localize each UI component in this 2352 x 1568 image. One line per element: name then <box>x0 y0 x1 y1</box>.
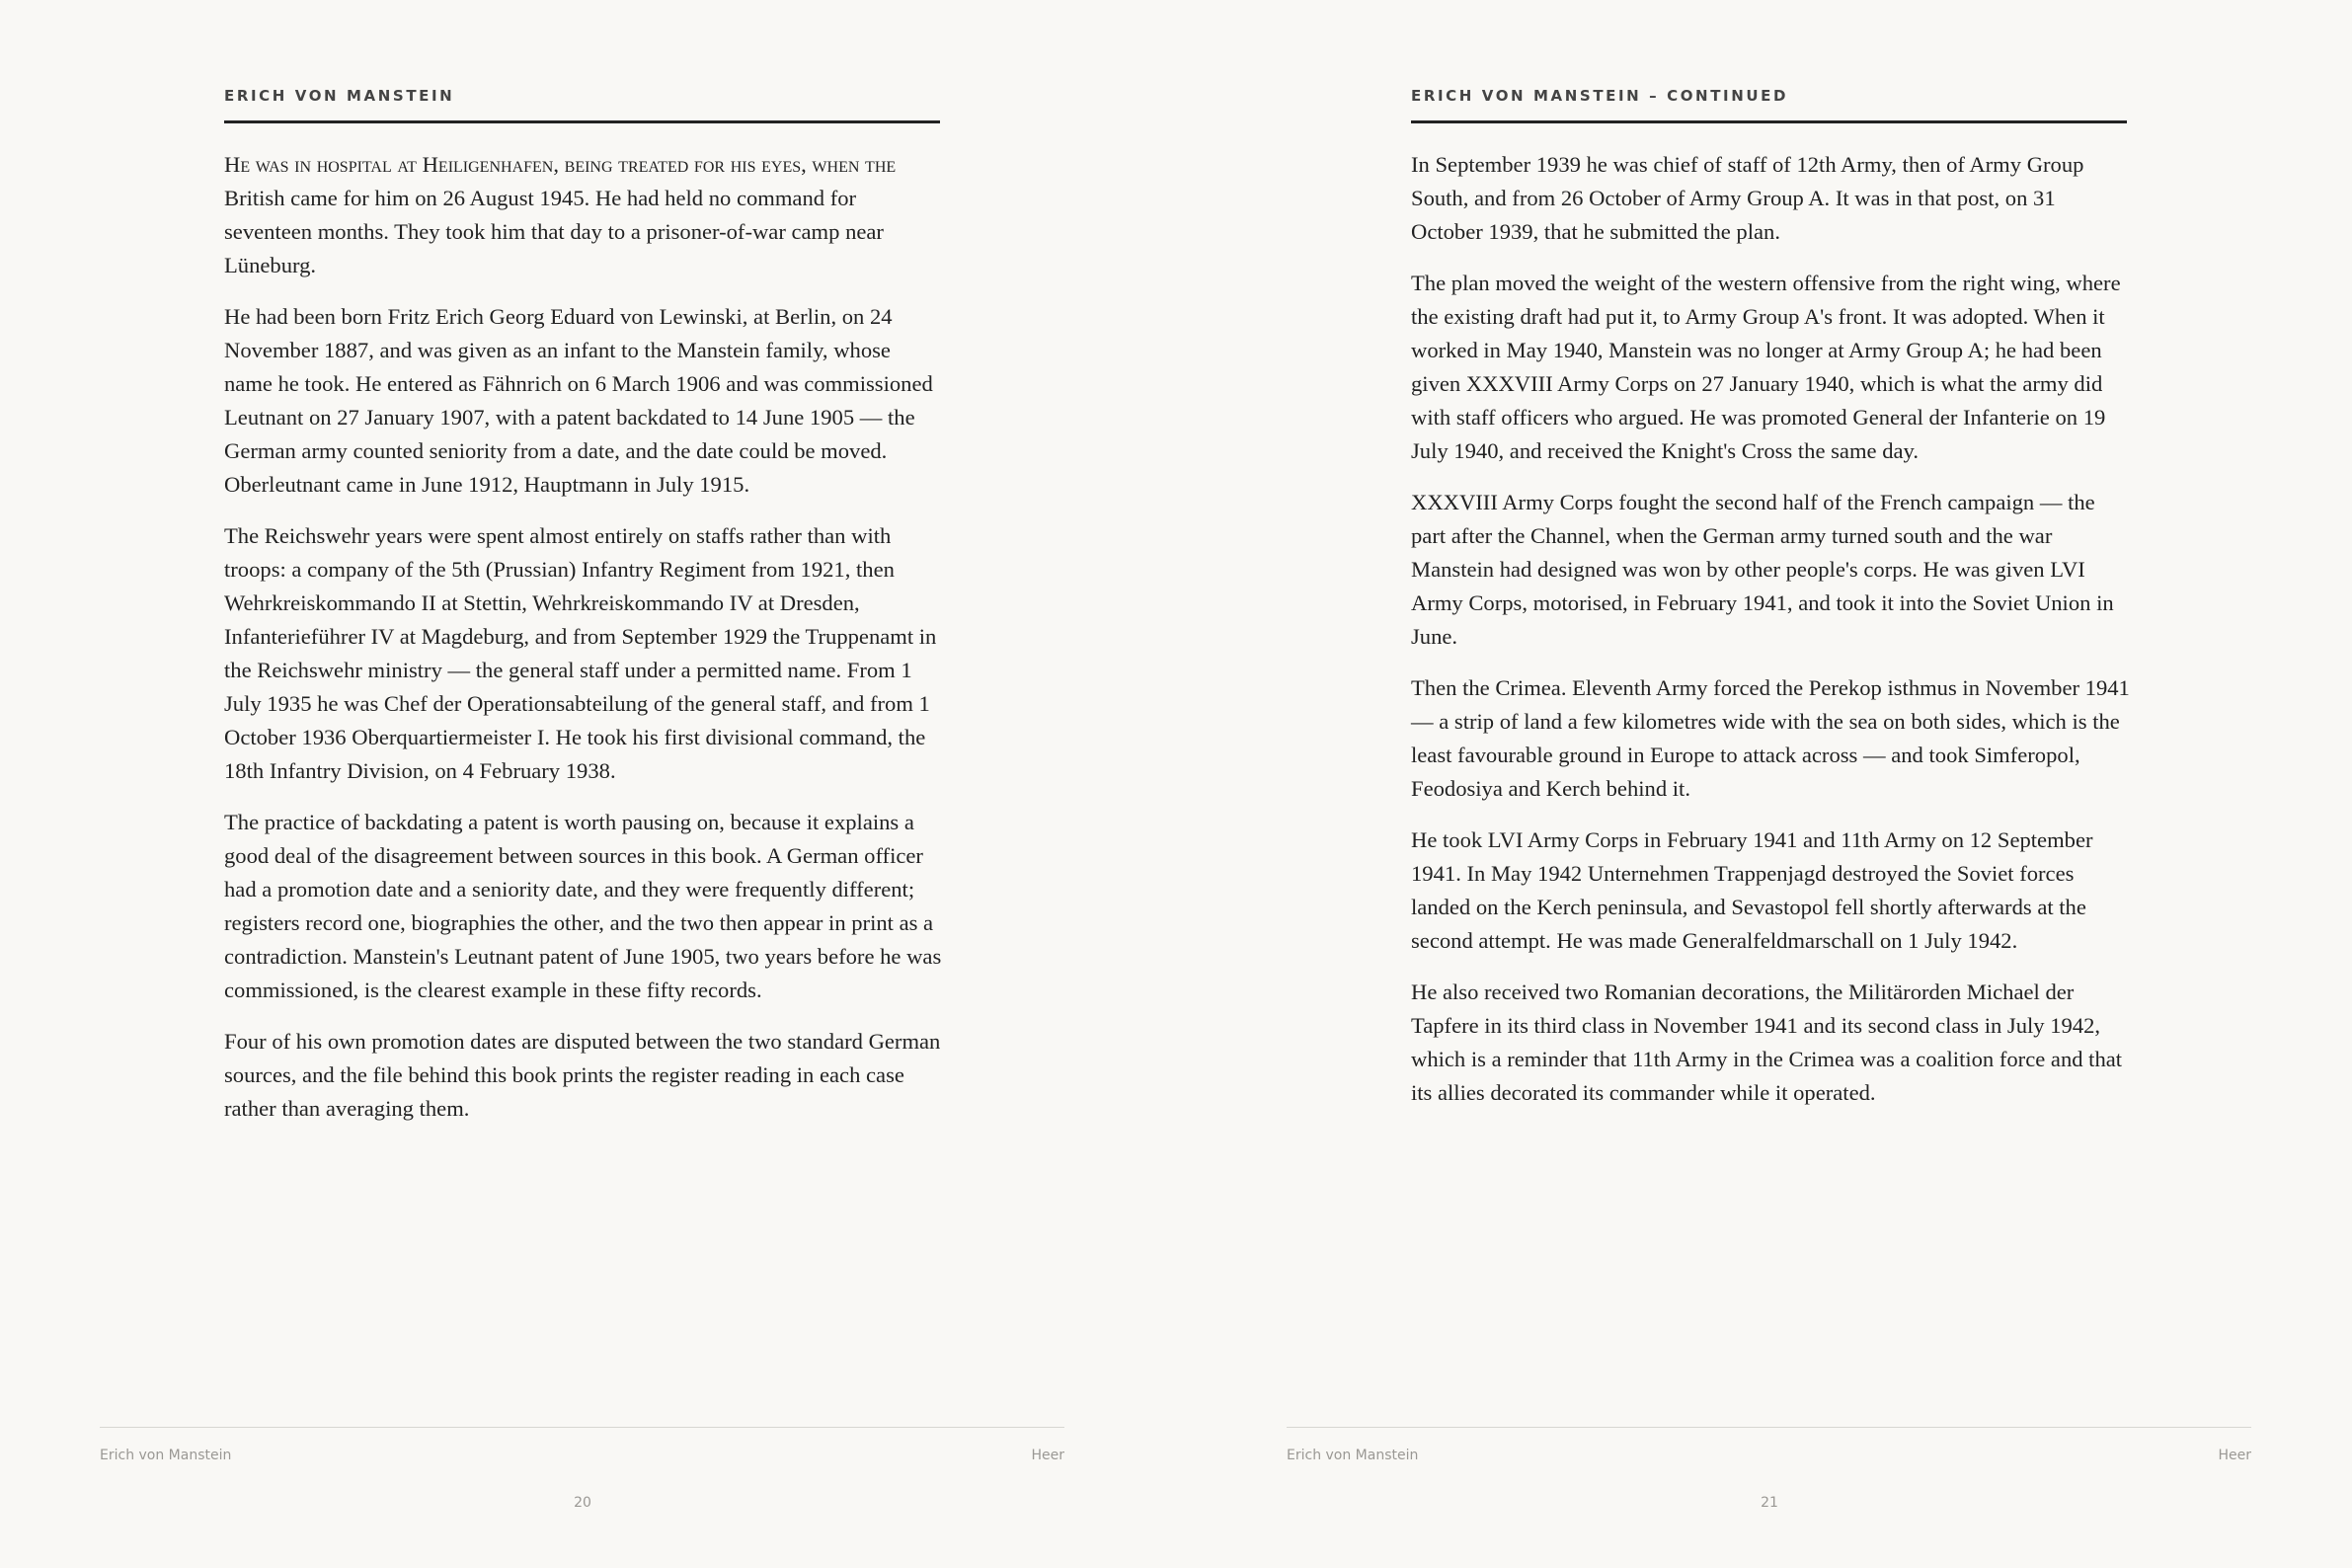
opening-paragraph-rest: British came for him on 26 August 1945. He had held no command for seventeen months. They took him that day to a prisoner-of-war camp near Lüneburg. <box>224 186 884 277</box>
paragraph: He had been born Fritz Erich Georg Eduard von Lewinski, at Berlin, on 24 November 1887, and was given as an infant to the Manstein family, whose name he took. He entered as Fähnrich on 6 March 1906 and was commissioned Leutnant on 27 January 1907, with a patent backdated to 14 June 1905 — the German army counted seniority from a date, and the date could be moved. Oberleutnant came in June 1912, Hauptmann in July 1915. <box>224 304 933 497</box>
footer-section: Heer <box>1031 1448 1064 1463</box>
paragraph: In September 1939 he was chief of staff of 12th Army, then of Army Group South, and from 26 October of Army Group A. It was in that post, on 31 October 1939, that he submitted the plan. <box>1411 152 2084 244</box>
opening-paragraph <box>224 148 943 282</box>
running-header: ERICH VON MANSTEIN – CONTINUED <box>1411 87 1789 105</box>
paragraph: XXXVIII Army Corps fought the second half of the French campaign — the part after the Channel, when the German army turned south and the war Manstein had designed was won by other people's corps. He was given LVI Army Corps, motorised, in February 1941, and took it into the Soviet Union in June. <box>1411 490 2114 649</box>
paragraph: The plan moved the weight of the western offensive from the right wing, where the existing draft had put it, to Army Group A's front. It was adopted. When it worked in May 1940, Manstein was no longer at Army Group A; he had been given XXXVIII Army Corps on 27 January 1940, which is what the army did with staff officers who argued. He was promoted General der Infanterie on 19 July 1940, and received the Knight's Cross the same day. <box>1411 271 2121 463</box>
right-page <box>1187 0 2352 1568</box>
paragraph: He also received two Romanian decorations, the Militärorden Michael der Tapfere in its third class in November 1941 and its second class in July 1942, which is a reminder that 11th Army in the Crimea was a coalition force and that its allies decorated its commander while it operated. <box>1411 980 2123 1105</box>
paragraph: He took LVI Army Corps in February 1941 and 11th Army on 12 September 1941. In May 1942 Unternehmen Trappenjagd destroyed the Soviet forces landed on the Kerch peninsula, and Sevastopol fell shortly afterwards at the second attempt. He was made Generalfeldmarschall on 1 July 1942. <box>1411 827 2093 953</box>
footer-title: Erich von Manstein <box>100 1448 232 1463</box>
footer-rule <box>100 1427 1064 1428</box>
footer-title: Erich von Manstein <box>1287 1448 1419 1463</box>
paragraph: The Reichswehr years were spent almost entirely on staffs rather than with troops: a company of the 5th (Prussian) Infantry Regiment from 1921, then Wehrkreiskommando II at Stettin, Wehrkreiskommando IV at Dresden, Infanterieführer IV at Magdeburg, and from September 1929 the Truppenamt in the Reichswehr ministry — the general staff under a permitted name. From 1 July 1935 he was Chef der Operationsabteilung of the general staff, and from 1 October 1936 Oberquartiermeister I. He took his first divisional command, the 18th Infantry Division, on 4 February 1938. <box>224 523 937 783</box>
paragraph: Four of his own promotion dates are disputed between the two standard German sources, and the file behind this book prints the register reading in each case rather than averaging them. <box>224 1029 941 1121</box>
paragraph: Then the Crimea. Eleventh Army forced the Perekop isthmus in November 1941 — a strip of land a few kilometres wide with the sea on both sides, which is the least favourable ground in Europe to attack across — and took Simferopol, Feodosiya and Kerch behind it. <box>1411 675 2130 801</box>
body-text <box>224 148 943 1143</box>
body-text <box>1411 148 2130 1128</box>
lead-smallcaps: He was in hospital at Heiligenhafen, being treated for his eyes, when the <box>224 152 897 177</box>
header-rule <box>224 120 940 123</box>
footer-rule <box>1287 1427 2251 1428</box>
running-header: ERICH VON MANSTEIN <box>224 87 455 105</box>
page-number: 21 <box>1761 1495 1778 1511</box>
paragraph: The practice of backdating a patent is worth pausing on, because it explains a good deal of the disagreement between sources in this book. A German officer had a promotion date and a seniority date, and they were frequently different; registers record one, biographies the other, and the two then appear in print as a contradiction. Manstein's Leutnant patent of June 1905, two years before he was commissioned, is the clearest example in these fifty records. <box>224 810 942 1002</box>
footer-section: Heer <box>2218 1448 2251 1463</box>
page-number: 20 <box>574 1495 591 1511</box>
header-rule <box>1411 120 2127 123</box>
